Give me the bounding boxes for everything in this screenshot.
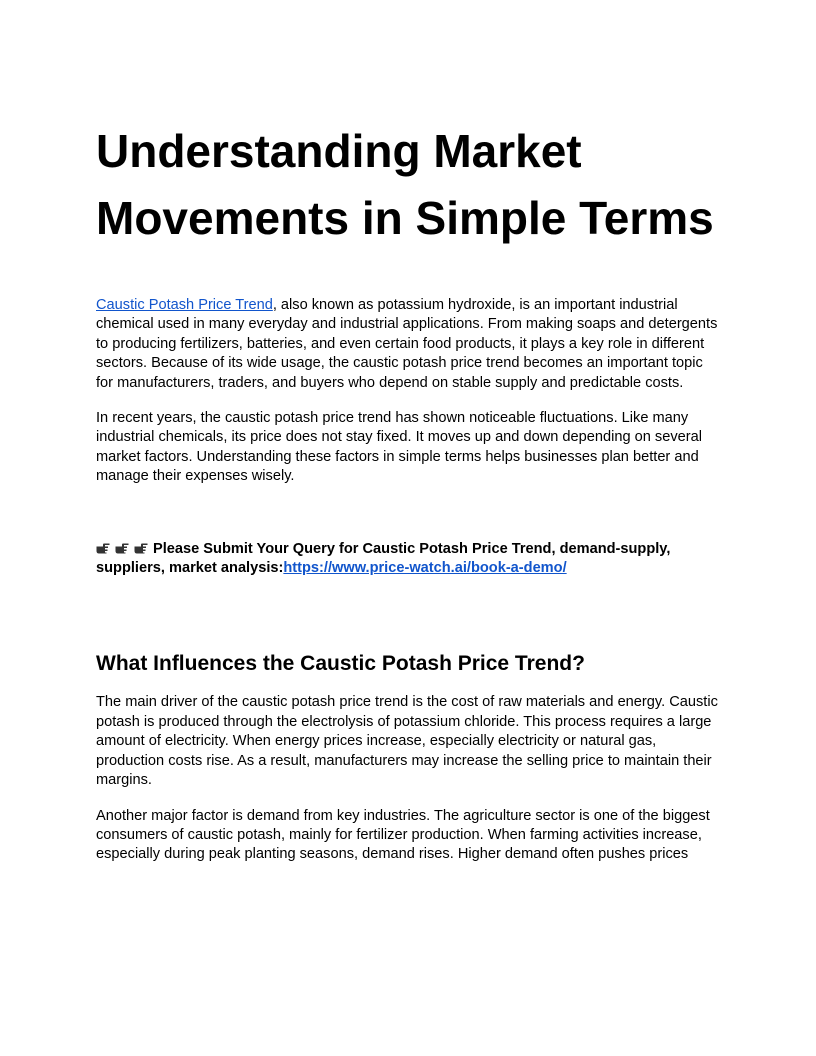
book-a-demo-link[interactable]: https://www.price-watch.ai/book-a-demo/ — [283, 560, 567, 577]
paragraph-demand: Another major factor is demand from key industries. The agriculture sector is one of the biggest consumers of caustic potash, mainly for fertilizer production. When farming activities increase, especially during peak planting seasons, demand rises. Higher demand often pushes prices — [96, 807, 710, 863]
intro-text: , also known as potassium hydroxide, is an important industrial chemical used in many everyday and industrial applications. From making soaps and detergents to producing fertilizers, batteries, and even certain food products, it plays a key role in different sectors. Because of its wide usage, the caustic potash price trend becomes an important topic for manufacturers, traders, and buyers who depend on stable supply and predictable costs. — [96, 297, 718, 391]
page-title: Understanding Market Movements in Simple Terms — [96, 125, 714, 244]
pointing-hand-icon — [96, 543, 110, 554]
query-callout — [96, 540, 722, 579]
caustic-potash-price-trend-link[interactable]: Caustic Potash Price Trend — [96, 297, 273, 313]
document-page — [96, 118, 722, 881]
paragraph-main-driver: The main driver of the caustic potash price trend is the cost of raw materials and energy. Caustic potash is produced through the electrolysis of potassium chloride. This process requires a large amount of electricity. When energy prices increase, especially electricity or natural gas, production costs rise. As a result, manufacturers may increase the selling price to maintain their margins. — [96, 694, 718, 789]
pointing-hand-icon — [115, 543, 129, 554]
intro-paragraph — [96, 296, 722, 393]
section-heading: What Influences the Caustic Potash Price Trend? — [96, 652, 585, 676]
pointing-hand-icon — [134, 543, 148, 554]
query-callout-text: Please Submit Your Query for Caustic Potash Price Trend, demand-supply, suppliers, market analysis: — [96, 540, 671, 577]
paragraph-recent-years: In recent years, the caustic potash price trend has shown noticeable fluctuations. Like many industrial chemicals, its price does not stay fixed. It moves up and down depending on several market factors. Understanding these factors in simple terms helps businesses plan better and manage their expenses wisely. — [96, 410, 702, 485]
